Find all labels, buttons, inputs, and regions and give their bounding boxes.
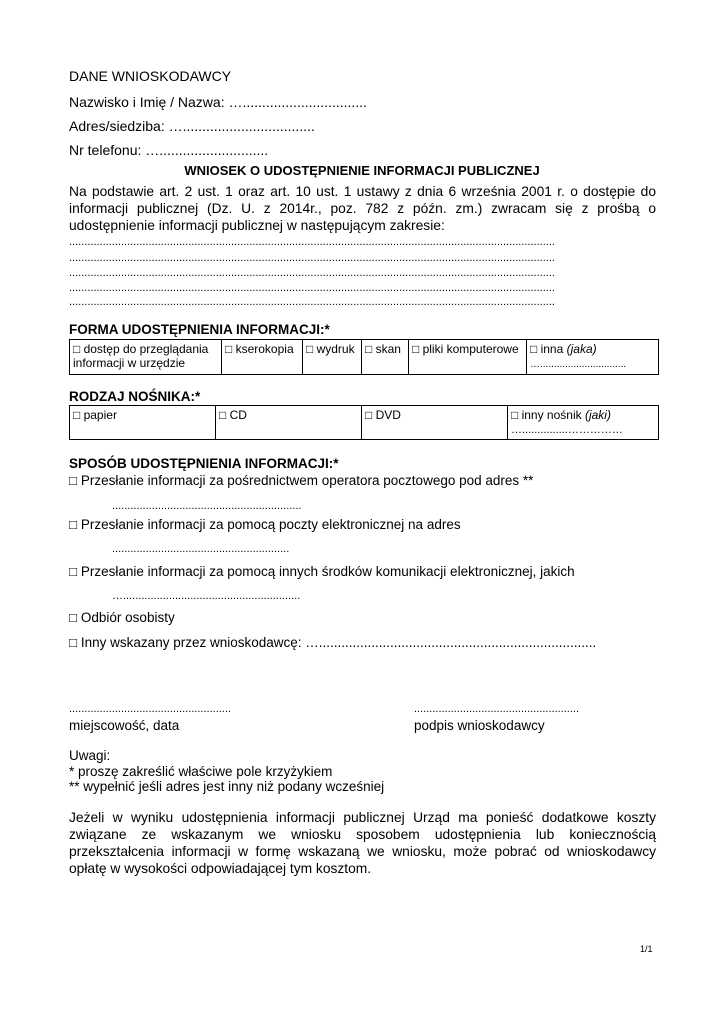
notes-line-2: ** wypełnić jeśli adres jest inny niż podany wcześniej (69, 779, 385, 794)
scope-line[interactable]: ............................................................................................................................................................... (69, 282, 555, 294)
phone-field[interactable]: Nr telefonu: …............................ (69, 142, 269, 158)
page-number: 1/1 (640, 944, 653, 954)
scope-line[interactable]: ............................................................................................................................................................... (69, 296, 555, 308)
signature-field[interactable]: ...................................................... (414, 703, 580, 715)
scope-line[interactable]: ............................................................................................................................................................... (69, 236, 555, 248)
delivery-section-header: SPOSÓB UDOSTĘPNIENIA INFORMACJI:* (69, 456, 339, 471)
delivery-option-other-checkbox[interactable]: □ Inny wskazany przez wnioskodawcę: ….......................................................................... (69, 635, 597, 650)
medium-option-other-fill[interactable]: …...............…………… (511, 424, 623, 436)
form-option-other-checkbox[interactable]: □ inna (jaka) …............................... (527, 340, 659, 375)
form-option-other-fill[interactable]: …............................... (530, 359, 627, 370)
cost-note-paragraph: Jeżeli w wyniku udostępnienia informacji publicznej Urząd ma ponieść dodatkowe koszty związane ze wskazanym we wniosku sposobem udostępnienia lub koniecznością przekształcenia informacji w formę wskazaną we wniosku, może pobrać od wnioskodawcy opłatę w wysokości odpowiadającej tym kosztom. (69, 810, 656, 876)
delivery-electronic-field[interactable]: ….......................................................... (112, 590, 301, 602)
delivery-post-address-field[interactable]: .............................................................. (112, 500, 302, 512)
form-option-scan-checkbox[interactable]: □ skan (362, 340, 409, 375)
medium-option-dvd-checkbox[interactable]: □ DVD (362, 406, 508, 440)
scope-line[interactable]: ............................................................................................................................................................... (69, 267, 555, 279)
delivery-option-electronic-checkbox[interactable]: □ Przesłanie informacji za pomocą innych środków komunikacji elektronicznej, jakich (69, 564, 575, 579)
place-date-label: miejscowość, data (69, 718, 180, 733)
document-title: WNIOSEK O UDOSTĘPNIENIE INFORMACJI PUBLICZNEJ (184, 163, 540, 178)
form-options-table (69, 339, 659, 375)
applicant-header: DANE WNIOSKODAWCY (69, 68, 232, 84)
form-option-browse-checkbox[interactable]: □ dostęp do przeglądania informacji w urzędzie (70, 340, 222, 375)
delivery-option-post-checkbox[interactable]: □ Przesłanie informacji za pośrednictwem operatora pocztowego pod adres ** (69, 473, 534, 488)
form-section-header: FORMA UDOSTĘPNIENIA INFORMACJI:* (69, 322, 330, 337)
intro-paragraph: Na podstawie art. 2 ust. 1 oraz art. 10 ust. 1 ustawy z dnia 6 września 2001 r. o dostępie do informacji publicznej (Dz. U. z 2014r., poz. 782 z późn. zm.) zwracam się z prośbą o udostępnienie informacji publicznej w następującym zakresie: (69, 184, 656, 233)
name-field[interactable]: Nazwisko i Imię / Nazwa: …................................ (69, 94, 367, 110)
delivery-option-pickup-checkbox[interactable]: □ Odbiór osobisty (69, 610, 175, 625)
medium-section-header: RODZAJ NOŚNIKA:* (69, 389, 201, 404)
scope-line[interactable]: ............................................................................................................................................................... (69, 252, 555, 264)
place-date-field[interactable]: ..................................................... (69, 703, 231, 715)
medium-option-other-checkbox[interactable]: □ inny nośnik (jaki) …...............…………… (508, 406, 659, 440)
notes-header: Uwagi: (69, 748, 111, 763)
delivery-option-email-checkbox[interactable]: □ Przesłanie informacji za pomocą poczty elektronicznej na adres (69, 517, 461, 532)
form-option-printout-checkbox[interactable]: □ wydruk (303, 340, 362, 375)
notes-line-1: * proszę zakreślić właściwe pole krzyżykiem (69, 764, 333, 779)
medium-option-paper-checkbox[interactable]: □ papier (70, 406, 216, 440)
medium-option-cd-checkbox[interactable]: □ CD (216, 406, 362, 440)
signature-label: podpis wnioskodawcy (414, 718, 545, 733)
address-field[interactable]: Adres/siedziba: ….................................. (69, 118, 315, 134)
delivery-email-address-field[interactable]: .......................................................... (112, 543, 290, 555)
medium-options-table (69, 405, 659, 440)
form-option-files-checkbox[interactable]: □ pliki komputerowe (409, 340, 527, 375)
form-option-photocopy-checkbox[interactable]: □ kserokopia (222, 340, 303, 375)
